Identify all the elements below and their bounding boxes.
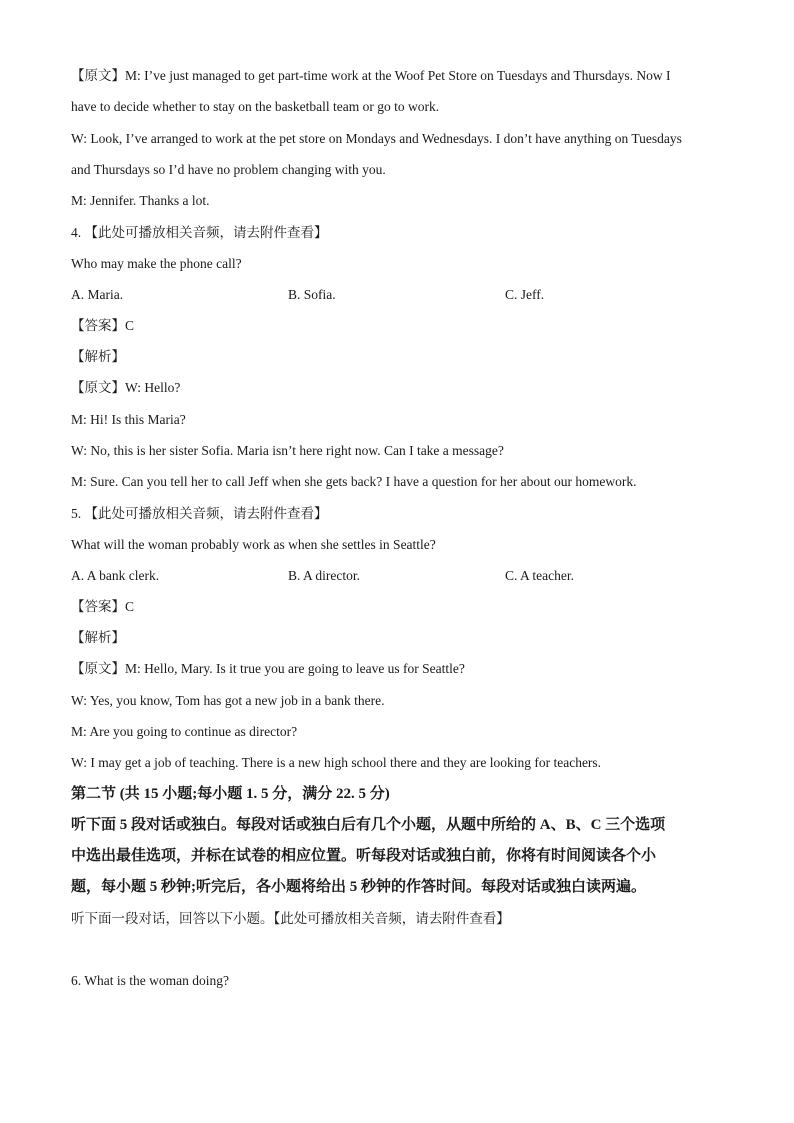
transcript-line: M: Sure. Can you tell her to call Jeff when she gets back? I have a question for her about our homework. [71,474,637,489]
transcript-line: M: Jennifer. Thanks a lot. [71,193,210,208]
question-6-stem: 6. What is the woman doing? [71,973,229,988]
analysis-label: 【解析】 [71,630,125,645]
option-c: C. A teacher. [505,568,574,583]
question-4-heading: 4. 【此处可播放相关音频，请去附件查看】 [71,225,328,240]
option-a: A. Maria. [71,287,124,302]
analysis-label: 【解析】 [71,349,125,364]
answer-label: 【答案】C [71,599,135,614]
transcript-line: 【原文】W: Hello? [71,380,181,395]
question-4-stem: Who may make the phone call? [71,256,242,271]
transcript-line: M: Are you going to continue as director? [71,724,298,739]
transcript-line: W: Look, I’ve arranged to work at the pet store on Mondays and Wednesdays. I don’t have anything on Tuesdays [71,131,682,146]
transcript-line: W: Yes, you know, Tom has got a new job in a bank there. [71,693,385,708]
section-instructions: 题，每小题 5 秒钟;听完后，各小题将给出 5 秒钟的作答时间。每段对话或独白读两遍。 [71,879,646,895]
section-heading: 第二节 (共 15 小题;每小题 1. 5 分，满分 22. 5 分) [71,786,390,802]
transcript-line: and Thursdays so I’d have no problem changing with you. [71,162,386,177]
question-5-heading: 5. 【此处可播放相关音频，请去附件查看】 [71,506,328,521]
transcript-line: W: No, this is her sister Sofia. Maria isn’t here right now. Can I take a message? [71,443,504,458]
transcript-line: have to decide whether to stay on the basketball team or go to work. [71,99,440,114]
dialogue-instruction: 听下面一段对话，回答以下小题。【此处可播放相关音频，请去附件查看】 [71,911,510,926]
answer-label: 【答案】C [71,318,135,333]
option-b: B. Sofia. [288,287,336,302]
transcript-line: M: Hi! Is this Maria? [71,412,186,427]
question-5-stem: What will the woman probably work as when she settles in Seattle? [71,537,436,552]
section-instructions: 听下面 5 段对话或独白。每段对话或独白后有几个小题，从题中所给的 A、B、C 三个选项 [71,817,666,833]
transcript-line: 【原文】M: Hello, Mary. Is it true you are going to leave us for Seattle? [71,661,465,676]
transcript-line: W: I may get a job of teaching. There is a new high school there and they are looking for teachers. [71,755,602,770]
option-b: B. A director. [288,568,360,583]
option-a: A. A bank clerk. [71,568,160,583]
option-c: C. Jeff. [505,287,545,302]
section-instructions: 中选出最佳选项，并标在试卷的相应位置。听每段对话或独白前，你将有时间阅读各个小 [71,848,657,864]
transcript-line: 【原文】M: I’ve just managed to get part-time work at the Woof Pet Store on Tuesdays and Thursdays. Now I [71,68,671,83]
